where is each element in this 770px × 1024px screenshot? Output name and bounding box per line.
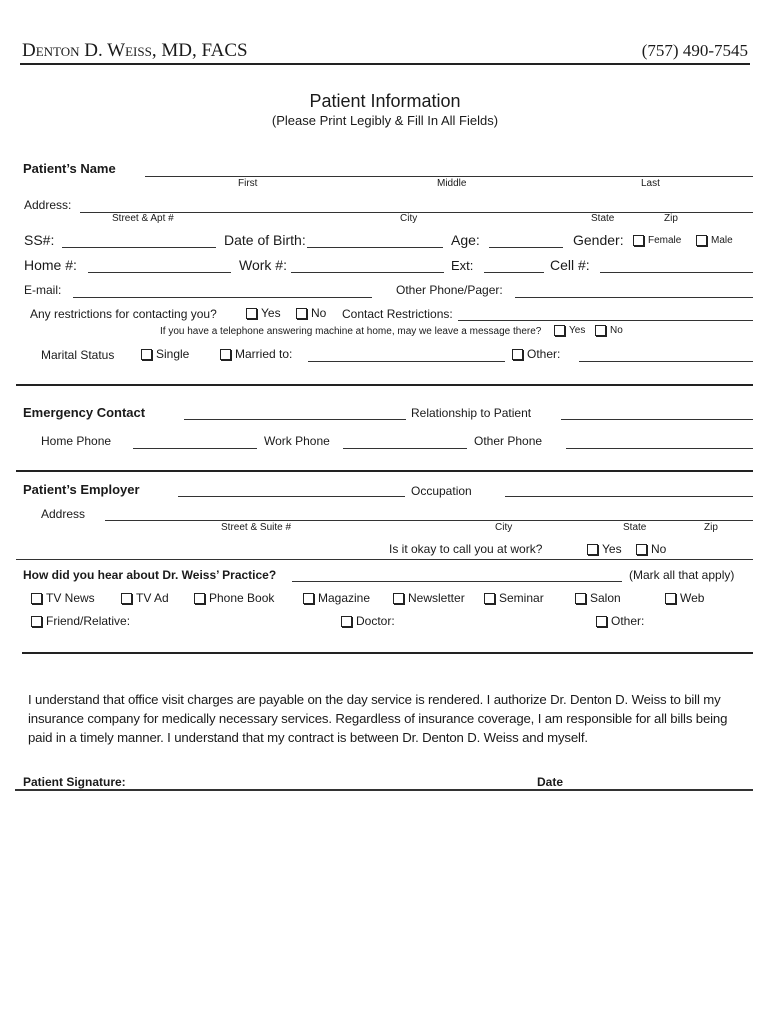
section-divider bbox=[16, 470, 753, 472]
referral-field[interactable] bbox=[292, 581, 622, 582]
answering-no-checkbox[interactable] bbox=[595, 325, 623, 336]
option-label: Seminar bbox=[499, 591, 544, 605]
referral-tv-news-checkbox[interactable] bbox=[31, 591, 95, 605]
zip-caption: Zip bbox=[664, 213, 678, 224]
no-label: No bbox=[311, 306, 327, 320]
state-caption: State bbox=[591, 213, 615, 224]
employer-zip-caption: Zip bbox=[704, 522, 718, 533]
middle-caption: Middle bbox=[437, 178, 467, 189]
referral-doctor-checkbox[interactable] bbox=[341, 614, 395, 628]
checkbox-icon bbox=[341, 616, 352, 627]
call-at-work-question: Is it okay to call you at work? bbox=[389, 542, 543, 556]
referral-question: How did you hear about Dr. Weiss’ Practice? bbox=[23, 568, 277, 582]
age-label: Age: bbox=[451, 232, 480, 248]
employer-address-label: Address bbox=[41, 507, 86, 521]
form-title: Patient Information bbox=[309, 91, 461, 111]
checkbox-icon bbox=[121, 593, 132, 604]
emergency-home-phone-label: Home Phone bbox=[41, 434, 112, 448]
checkbox-icon bbox=[194, 593, 205, 604]
checkbox-icon bbox=[220, 349, 231, 360]
checkbox-icon bbox=[246, 308, 257, 319]
marital-other-checkbox[interactable] bbox=[512, 347, 560, 361]
checkbox-icon bbox=[596, 616, 607, 627]
other-label: Other: bbox=[527, 347, 561, 361]
other-phone-field[interactable] bbox=[515, 297, 753, 298]
employer-field[interactable] bbox=[178, 496, 405, 497]
referral-salon-checkbox[interactable] bbox=[575, 591, 621, 605]
checkbox-icon bbox=[575, 593, 586, 604]
checkbox-icon bbox=[484, 593, 495, 604]
patient-name-label: Patient’s Name bbox=[23, 161, 116, 176]
yes-label: Yes bbox=[261, 306, 281, 320]
yes-label: Yes bbox=[569, 325, 586, 336]
referral-magazine-checkbox[interactable] bbox=[303, 591, 370, 605]
occupation-field[interactable] bbox=[505, 496, 753, 497]
ss-label: SS#: bbox=[24, 232, 55, 248]
checkbox-icon bbox=[554, 325, 565, 336]
employer-city-caption: City bbox=[495, 522, 513, 533]
checkbox-icon bbox=[512, 349, 523, 360]
male-checkbox[interactable] bbox=[696, 235, 733, 246]
option-label: Web bbox=[680, 591, 705, 605]
option-label: TV News bbox=[46, 591, 95, 605]
no-label: No bbox=[651, 542, 667, 556]
checkbox-icon bbox=[303, 593, 314, 604]
ext-field[interactable] bbox=[484, 272, 544, 273]
single-label: Single bbox=[156, 347, 190, 361]
other-phone-label: Other Phone/Pager: bbox=[396, 283, 503, 297]
call-work-no-checkbox[interactable] bbox=[636, 542, 666, 556]
home-field[interactable] bbox=[88, 272, 231, 273]
age-field[interactable] bbox=[489, 247, 563, 248]
restrictions-no-checkbox[interactable] bbox=[296, 306, 326, 320]
header-rule bbox=[20, 63, 750, 65]
section-divider bbox=[16, 559, 753, 560]
option-label: Magazine bbox=[318, 591, 371, 605]
referral-newsletter-checkbox[interactable] bbox=[393, 591, 465, 605]
option-label: TV Ad bbox=[136, 591, 169, 605]
checkbox-icon bbox=[633, 235, 644, 246]
checkbox-icon bbox=[393, 593, 404, 604]
male-label: Male bbox=[711, 235, 733, 246]
city-caption: City bbox=[400, 213, 418, 224]
marital-label: Marital Status bbox=[41, 348, 115, 362]
option-label: Phone Book bbox=[209, 591, 275, 605]
emergency-label: Emergency Contact bbox=[23, 405, 146, 420]
female-checkbox[interactable] bbox=[633, 235, 681, 246]
occupation-label: Occupation bbox=[411, 484, 472, 498]
signature-label: Patient Signature: bbox=[23, 775, 126, 789]
street-caption: Street & Apt # bbox=[112, 213, 174, 224]
referral-tv-ad-checkbox[interactable] bbox=[121, 591, 169, 605]
married-to-field[interactable] bbox=[308, 361, 505, 362]
cell-label: Cell #: bbox=[550, 257, 590, 273]
contact-restrictions-field[interactable] bbox=[458, 320, 753, 321]
emergency-other-phone-label: Other Phone bbox=[474, 434, 543, 448]
relationship-field[interactable] bbox=[561, 419, 753, 420]
form-subtitle: (Please Print Legibly & Fill In All Fields) bbox=[271, 113, 499, 128]
section-divider bbox=[16, 384, 753, 386]
practice-phone: (757) 490-7545 bbox=[641, 41, 748, 60]
emergency-home-phone-field[interactable] bbox=[133, 448, 257, 449]
restrictions-yes-checkbox[interactable] bbox=[246, 306, 281, 320]
ss-field[interactable] bbox=[62, 247, 216, 248]
email-field[interactable] bbox=[73, 297, 372, 298]
female-label: Female bbox=[648, 235, 682, 246]
work-label: Work #: bbox=[239, 257, 287, 273]
dob-label: Date of Birth: bbox=[224, 232, 306, 248]
address-label: Address: bbox=[24, 198, 72, 212]
married-checkbox[interactable] bbox=[220, 347, 292, 361]
referral-phone-book-checkbox[interactable] bbox=[194, 591, 274, 605]
checkbox-icon bbox=[587, 544, 598, 555]
date-label: Date bbox=[537, 775, 564, 789]
restrictions-question: Any restrictions for contacting you? bbox=[30, 307, 217, 321]
email-label: E-mail: bbox=[24, 283, 62, 297]
other-label: Other: bbox=[611, 614, 645, 628]
yes-label: Yes bbox=[602, 542, 622, 556]
referral-friend-checkbox[interactable] bbox=[31, 614, 130, 628]
option-label: Salon bbox=[590, 591, 621, 605]
contact-restrictions-label: Contact Restrictions: bbox=[342, 307, 453, 321]
single-checkbox[interactable] bbox=[141, 347, 189, 361]
home-label: Home #: bbox=[24, 257, 77, 273]
checkbox-icon bbox=[31, 593, 42, 604]
referral-note: (Mark all that apply) bbox=[629, 568, 735, 582]
ext-label: Ext: bbox=[451, 258, 474, 273]
work-field[interactable] bbox=[291, 272, 444, 273]
section-divider bbox=[22, 652, 753, 654]
patient-name-field[interactable] bbox=[145, 176, 753, 177]
checkbox-icon bbox=[296, 308, 307, 319]
gender-label: Gender: bbox=[573, 232, 624, 248]
last-caption: Last bbox=[641, 178, 660, 189]
referral-other-checkbox[interactable] bbox=[596, 614, 644, 628]
employer-street-caption: Street & Suite # bbox=[221, 522, 292, 533]
employer-state-caption: State bbox=[623, 522, 647, 533]
checkbox-icon bbox=[696, 235, 707, 246]
answering-yes-checkbox[interactable] bbox=[554, 325, 585, 336]
answering-question: If you have a telephone answering machine at home, may we leave a message there? bbox=[160, 326, 542, 337]
agreement-text: I understand that office visit charges are payable on the day service is rendered. I authorize Dr. Denton D. Weiss to bill my insurance company for medically necessary services. Regardless of insurance coverage, I am responsible for all bills being paid in a timely manner. I understand that my contract is between Dr. Denton D. Weiss and myself. bbox=[28, 692, 728, 745]
cell-field[interactable] bbox=[600, 272, 753, 273]
checkbox-icon bbox=[141, 349, 152, 360]
doctor-label: Doctor: bbox=[356, 614, 395, 628]
employer-address-field[interactable] bbox=[105, 520, 753, 521]
employer-label: Patient’s Employer bbox=[23, 482, 140, 497]
practice-name: Denton D. Weiss, MD, FACS bbox=[22, 40, 248, 61]
emergency-other-phone-field[interactable] bbox=[566, 448, 753, 449]
marital-other-field[interactable] bbox=[579, 361, 753, 362]
relationship-label: Relationship to Patient bbox=[411, 406, 532, 420]
signature-field[interactable] bbox=[15, 789, 753, 791]
dob-field[interactable] bbox=[307, 247, 443, 248]
call-work-yes-checkbox[interactable] bbox=[587, 542, 622, 556]
checkbox-icon bbox=[636, 544, 647, 555]
married-label: Married to: bbox=[235, 347, 293, 361]
referral-web-checkbox[interactable] bbox=[665, 591, 704, 605]
checkbox-icon bbox=[665, 593, 676, 604]
emergency-work-phone-label: Work Phone bbox=[264, 434, 330, 448]
friend-label: Friend/Relative: bbox=[46, 614, 131, 628]
no-label: No bbox=[610, 325, 623, 336]
first-caption: First bbox=[238, 178, 258, 189]
option-label: Newsletter bbox=[408, 591, 465, 605]
checkbox-icon bbox=[31, 616, 42, 627]
checkbox-icon bbox=[595, 325, 606, 336]
emergency-work-phone-field[interactable] bbox=[343, 448, 467, 449]
emergency-name-field[interactable] bbox=[184, 419, 406, 420]
referral-seminar-checkbox[interactable] bbox=[484, 591, 544, 605]
